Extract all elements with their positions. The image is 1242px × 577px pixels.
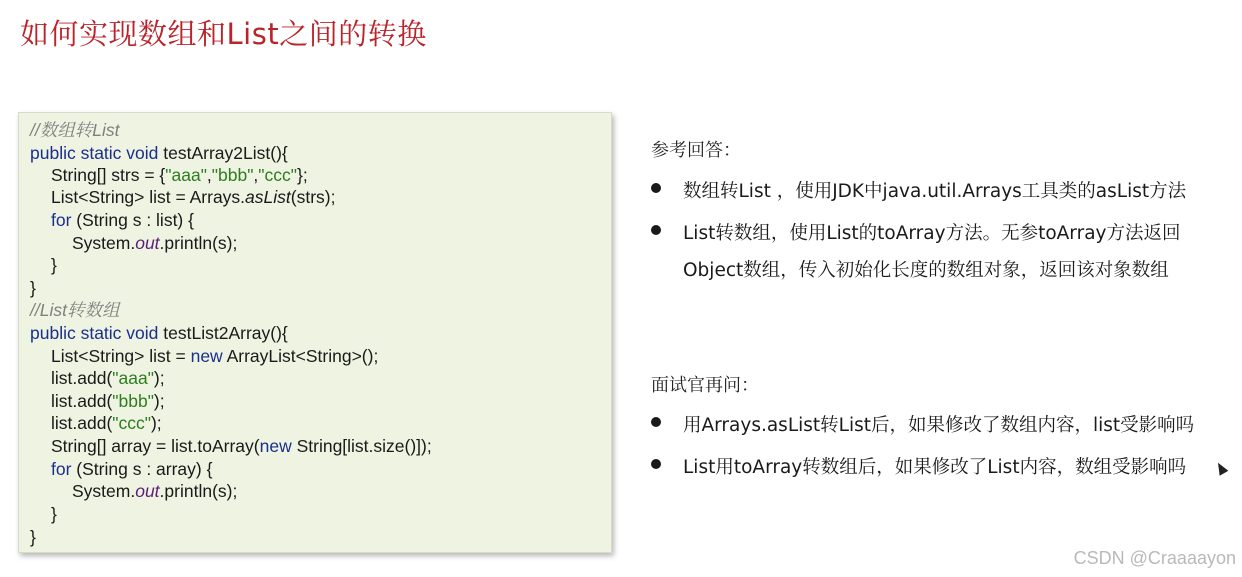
code-line: list.add("ccc"); — [51, 413, 162, 433]
code-block — [18, 112, 612, 553]
reference-label: 参考回答： — [651, 140, 741, 161]
code-line: } — [30, 278, 36, 298]
followup-bullet: List用toArray转数组后，如果修改了List内容，数组受影响吗 — [683, 457, 1187, 478]
code-line: } — [30, 527, 36, 547]
followup-label: 面试官再问： — [651, 375, 759, 396]
reference-bullet-continuation: Object数组，传入初始化长度的数组对象，返回该对象数组 — [683, 260, 1169, 281]
code-line: list.add("bbb"); — [51, 391, 165, 411]
watermark: CSDN @Craaaayon — [1073, 548, 1236, 568]
code-line: } — [51, 255, 57, 275]
bullet-icon — [651, 417, 661, 427]
code-line: System.out.println(s); — [72, 233, 238, 253]
code-line: String[] strs = {"aaa","bbb","ccc"}; — [51, 165, 308, 185]
code-line: System.out.println(s); — [72, 481, 238, 501]
reference-bullet: List转数组，使用List的toArray方法。无参toArray方法返回 — [683, 223, 1181, 244]
page-title: 如何实现数组和List之间的转换 — [20, 17, 427, 51]
code-line: List<String> list = Arrays.asList(strs); — [51, 187, 336, 207]
code-comment: //数组转List — [30, 120, 120, 140]
reference-bullet: 数组转List ，使用JDK中java.util.Arrays工具类的asList方法 — [683, 181, 1187, 202]
mouse-cursor-icon — [1214, 460, 1229, 475]
code-line: } — [51, 504, 57, 524]
bullet-icon — [651, 183, 661, 193]
code-comment: //List转数组 — [30, 300, 120, 320]
followup-bullet: 用Arrays.asList转List后，如果修改了数组内容，list受影响吗 — [683, 415, 1195, 436]
code-line: for (String s : array) { — [51, 459, 213, 479]
code-line: String[] array = list.toArray(new String[list.size()]); — [51, 436, 432, 456]
code-line: List<String> list = new ArrayList<String>(); — [51, 346, 379, 366]
code-line: public static void testList2Array(){ — [30, 323, 288, 343]
code-line: list.add("aaa"); — [51, 368, 165, 388]
code-line: public static void testArray2List(){ — [30, 143, 288, 163]
bullet-icon — [651, 225, 661, 235]
code-line: for (String s : list) { — [51, 210, 194, 230]
bullet-icon — [651, 459, 661, 469]
